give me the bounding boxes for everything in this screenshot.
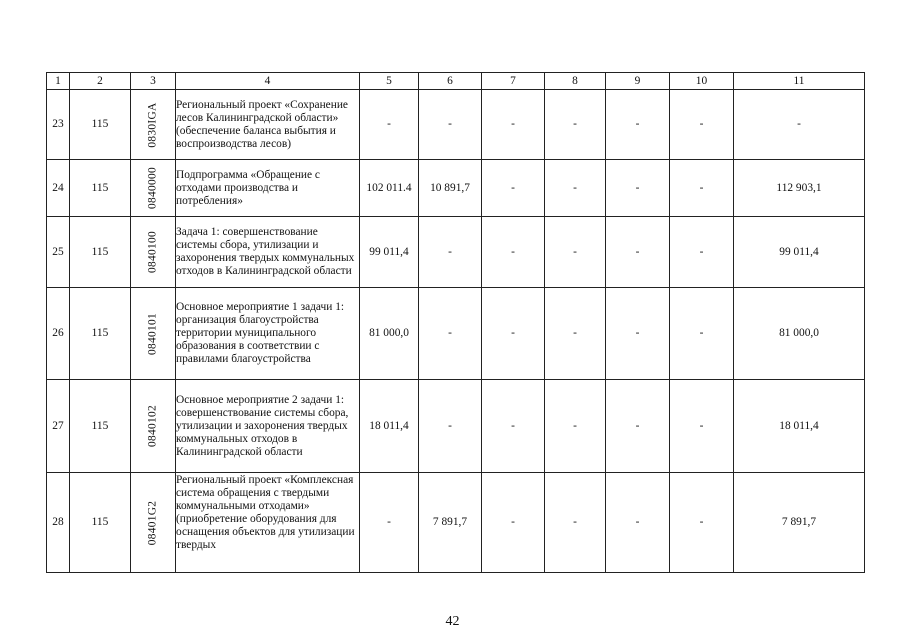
section-code: 115 [70, 217, 131, 288]
target-article-code: 08401G2 [131, 473, 176, 573]
table-cell: 7 891,7 [419, 473, 482, 573]
section-code: 115 [70, 473, 131, 573]
page-number: 42 [445, 614, 460, 629]
total-cell: 112 903,1 [734, 160, 865, 217]
table-cell: - [606, 380, 670, 473]
table-cell: - [606, 90, 670, 160]
row-number: 26 [47, 288, 70, 380]
section-code: 115 [70, 380, 131, 473]
table-cell: - [606, 217, 670, 288]
total-cell: 7 891,7 [734, 473, 865, 573]
item-name: Основное мероприятие 1 задачи 1: организация благоустройства территории муниципального образования в соответствии с правилами благоустройства [176, 288, 360, 380]
table-cell: - [670, 380, 734, 473]
target-article-code: 0840102 [131, 380, 176, 473]
total-cell: 99 011,4 [734, 217, 865, 288]
table-cell: - [545, 217, 606, 288]
row-number: 28 [47, 473, 70, 573]
table-cell: - [670, 90, 734, 160]
section-code: 115 [70, 288, 131, 380]
table-cell: - [670, 217, 734, 288]
table-cell: - [545, 288, 606, 380]
item-name: Основное мероприятие 2 задачи 1: совершенствование системы сбора, утилизации и захоронения твердых коммунальных отходов в Калининградской области [176, 380, 360, 473]
table-row [47, 288, 865, 380]
table-cell: - [360, 473, 419, 573]
table-cell: - [670, 160, 734, 217]
column-header: 3 [131, 73, 176, 90]
column-header: 9 [606, 73, 670, 90]
row-number: 23 [47, 90, 70, 160]
header-row [47, 73, 865, 90]
column-header: 2 [70, 73, 131, 90]
table-row [47, 217, 865, 288]
table-cell: - [419, 217, 482, 288]
table-cell: - [545, 90, 606, 160]
table-cell: 18 011,4 [360, 380, 419, 473]
row-number: 24 [47, 160, 70, 217]
table-cell: - [606, 160, 670, 217]
table-cell: - [482, 473, 545, 573]
target-article-code: 0830IGA [131, 90, 176, 160]
table-cell: 99 011,4 [360, 217, 419, 288]
item-name: Региональный проект «Сохранение лесов Калининградской области» (обеспечение баланса выбытия и воспроизводства лесов) [176, 90, 360, 160]
total-cell: 81 000,0 [734, 288, 865, 380]
table-cell: - [419, 90, 482, 160]
table-row [47, 380, 865, 473]
row-number: 27 [47, 380, 70, 473]
section-code: 115 [70, 90, 131, 160]
table-cell: - [360, 90, 419, 160]
row-number: 25 [47, 217, 70, 288]
table-cell: - [670, 473, 734, 573]
column-header: 10 [670, 73, 734, 90]
table-cell: - [482, 217, 545, 288]
column-header: 1 [47, 73, 70, 90]
target-article-code: 0840101 [131, 288, 176, 380]
column-header: 11 [734, 73, 865, 90]
table-row [47, 473, 865, 573]
column-header: 4 [176, 73, 360, 90]
table-cell: - [545, 473, 606, 573]
table-row [47, 90, 865, 160]
section-code: 115 [70, 160, 131, 217]
table-cell: 81 000,0 [360, 288, 419, 380]
table-cell: 102 011.4 [360, 160, 419, 217]
column-header: 7 [482, 73, 545, 90]
table-cell: 10 891,7 [419, 160, 482, 217]
column-header: 6 [419, 73, 482, 90]
item-name: Региональный проект «Комплексная система обращения с твердыми коммунальными отходами» (приобретение оборудования для оснащения объектов для утилизации твердых [176, 473, 360, 573]
item-name: Подпрограмма «Обращение с отходами производства и потребления» [176, 160, 360, 217]
column-header: 5 [360, 73, 419, 90]
total-cell: 18 011,4 [734, 380, 865, 473]
table-row [47, 160, 865, 217]
target-article-code: 0840100 [131, 217, 176, 288]
item-name: Задача 1: совершенствование системы сбора, утилизации и захоронения твердых коммунальных отходов в Калининградской области [176, 217, 360, 288]
table-cell: - [606, 473, 670, 573]
total-cell: - [734, 90, 865, 160]
table-cell: - [419, 380, 482, 473]
table-cell: - [419, 288, 482, 380]
table-cell: - [482, 90, 545, 160]
target-article-code: 0840000 [131, 160, 176, 217]
table-cell: - [545, 380, 606, 473]
table-cell: - [545, 160, 606, 217]
table-cell: - [482, 288, 545, 380]
table-cell: - [670, 288, 734, 380]
table-cell: - [606, 288, 670, 380]
table-cell: - [482, 380, 545, 473]
table-cell: - [482, 160, 545, 217]
column-header: 8 [545, 73, 606, 90]
budget-table [46, 72, 865, 573]
